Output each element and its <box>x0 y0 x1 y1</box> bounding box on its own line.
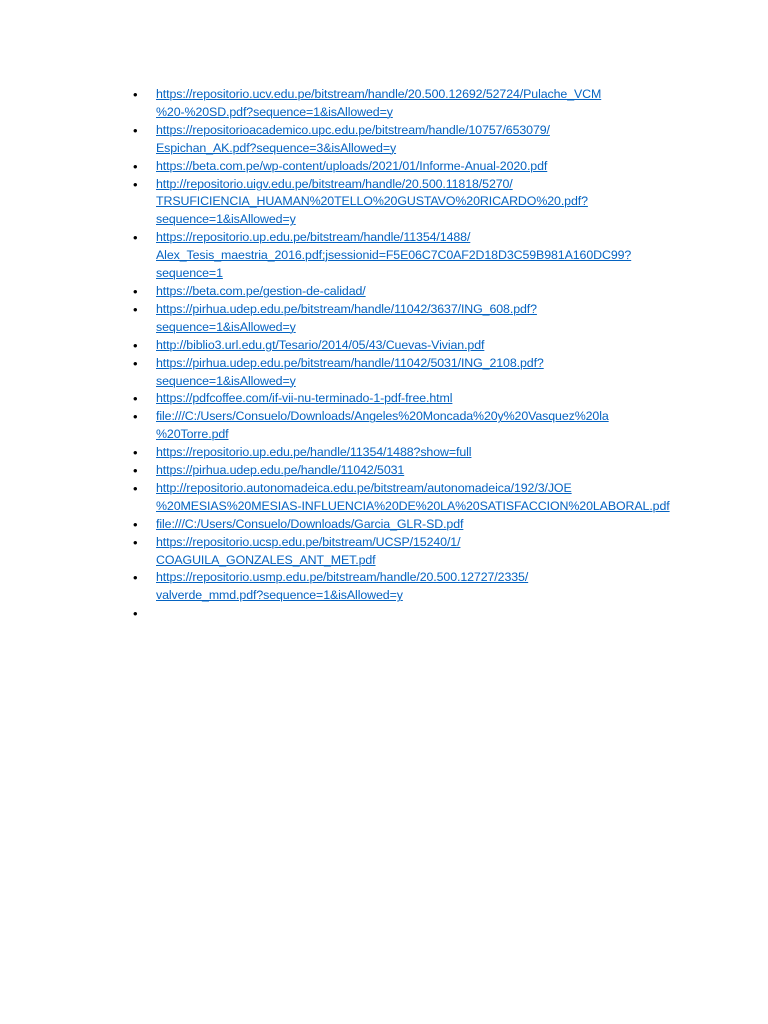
bullet-icon: • <box>133 570 138 586</box>
bullet-icon: • <box>133 230 138 246</box>
list-item <box>130 301 670 337</box>
bullet-icon: • <box>133 122 138 138</box>
hyperlink[interactable]: https://repositorio.ucv.edu.pe/bitstream/handle/20.500.12692/52724/Pulache_VCM %20-%20SD.pdf?sequence=1&isAllowed=y <box>156 87 602 119</box>
list-item <box>130 408 670 444</box>
hyperlink[interactable]: file:///C:/Users/Consuelo/Downloads/Garcia_GLR-SD.pdf <box>156 516 464 531</box>
list-item <box>130 122 670 158</box>
bullet-icon: • <box>133 283 138 299</box>
list-item <box>130 229 670 283</box>
bullet-icon: • <box>133 158 138 174</box>
hyperlink[interactable]: http://biblio3.url.edu.gt/Tesario/2014/05/43/Cuevas-Vivian.pdf <box>156 337 485 352</box>
list-item <box>130 176 670 230</box>
hyperlink[interactable]: https://repositorio.usmp.edu.pe/bitstream/handle/20.500.12727/2335/ valverde_mmd.pdf?sequence=1&isAllowed=y <box>156 570 529 603</box>
list-item <box>130 158 670 176</box>
hyperlink[interactable]: https://beta.com.pe/wp-content/uploads/2021/01/Informe-Anual-2020.pdf <box>156 158 548 173</box>
list-item <box>130 444 670 462</box>
hyperlink[interactable]: https://repositorio.ucsp.edu.pe/bitstream/UCSP/15240/1/ COAGUILA_GONZALES_ANT_MET.pdf <box>156 534 461 567</box>
bullet-icon: • <box>133 87 138 102</box>
list-item <box>130 569 670 605</box>
bullet-icon: • <box>133 606 138 622</box>
hyperlink[interactable]: file:///C:/Users/Consuelo/Downloads/Angeles%20Moncada%20y%20Vasquez%20la %20Torre.pdf <box>156 409 609 442</box>
hyperlink[interactable]: https://repositorio.up.edu.pe/handle/11354/1488?show=full <box>156 445 472 460</box>
bullet-icon: • <box>133 337 138 353</box>
list-item <box>130 283 670 301</box>
bullet-icon: • <box>133 355 138 371</box>
hyperlink[interactable]: https://repositorio.up.edu.pe/bitstream/handle/11354/1488/ Alex_Tesis_maestria_2016.pdf;jsessionid=F5E06C7C0AF2D18D3C59B981A160DC99? sequence=1 <box>156 230 632 281</box>
reference-link-list <box>130 86 670 623</box>
list-item <box>130 480 670 516</box>
list-item <box>130 390 670 408</box>
bullet-icon: • <box>133 391 138 407</box>
hyperlink[interactable]: https://pirhua.udep.edu.pe/bitstream/handle/11042/5031/ING_2108.pdf? sequence=1&isAllowed=y <box>156 355 544 388</box>
bullet-icon: • <box>133 445 138 461</box>
list-item <box>130 337 670 355</box>
hyperlink[interactable]: https://pirhua.udep.edu.pe/bitstream/handle/11042/3637/ING_608.pdf? sequence=1&isAllowed=y <box>156 301 537 334</box>
bullet-icon: • <box>133 301 138 317</box>
list-item <box>130 534 670 570</box>
hyperlink[interactable]: https://pirhua.udep.edu.pe/handle/11042/5031 <box>156 463 405 478</box>
list-item <box>130 86 670 122</box>
hyperlink[interactable]: http://repositorio.uigv.edu.pe/bitstream/handle/20.500.11818/5270/ TRSUFICIENCIA_HUAMAN%20TELLO%20GUSTAVO%20RICARDO%20.pdf? sequence=1&isAllowed=y <box>156 176 588 227</box>
empty-list-item[interactable] <box>130 605 670 623</box>
bullet-icon: • <box>133 534 138 550</box>
bullet-icon: • <box>133 463 138 479</box>
hyperlink[interactable]: https://repositorioacademico.upc.edu.pe/bitstream/handle/10757/653079/ Espichan_AK.pdf?sequence=3&isAllowed=y <box>156 122 550 155</box>
hyperlink[interactable]: http://repositorio.autonomadeica.edu.pe/bitstream/autonomadeica/192/3/JOE %20MESIAS%20MESIAS-INFLUENCIA%20DE%20LA%20SATISFACCION%20LABORAL.pdf <box>156 480 670 513</box>
hyperlink[interactable]: https://beta.com.pe/gestion-de-calidad/ <box>156 283 366 298</box>
bullet-icon: • <box>133 409 138 425</box>
list-item <box>130 462 670 480</box>
bullet-icon: • <box>133 480 138 496</box>
bullet-icon: • <box>133 176 138 192</box>
hyperlink[interactable]: https://pdfcoffee.com/if-vii-nu-terminado-1-pdf-free.html <box>156 391 453 406</box>
list-item <box>130 516 670 534</box>
list-item <box>130 355 670 391</box>
bullet-icon: • <box>133 516 138 532</box>
